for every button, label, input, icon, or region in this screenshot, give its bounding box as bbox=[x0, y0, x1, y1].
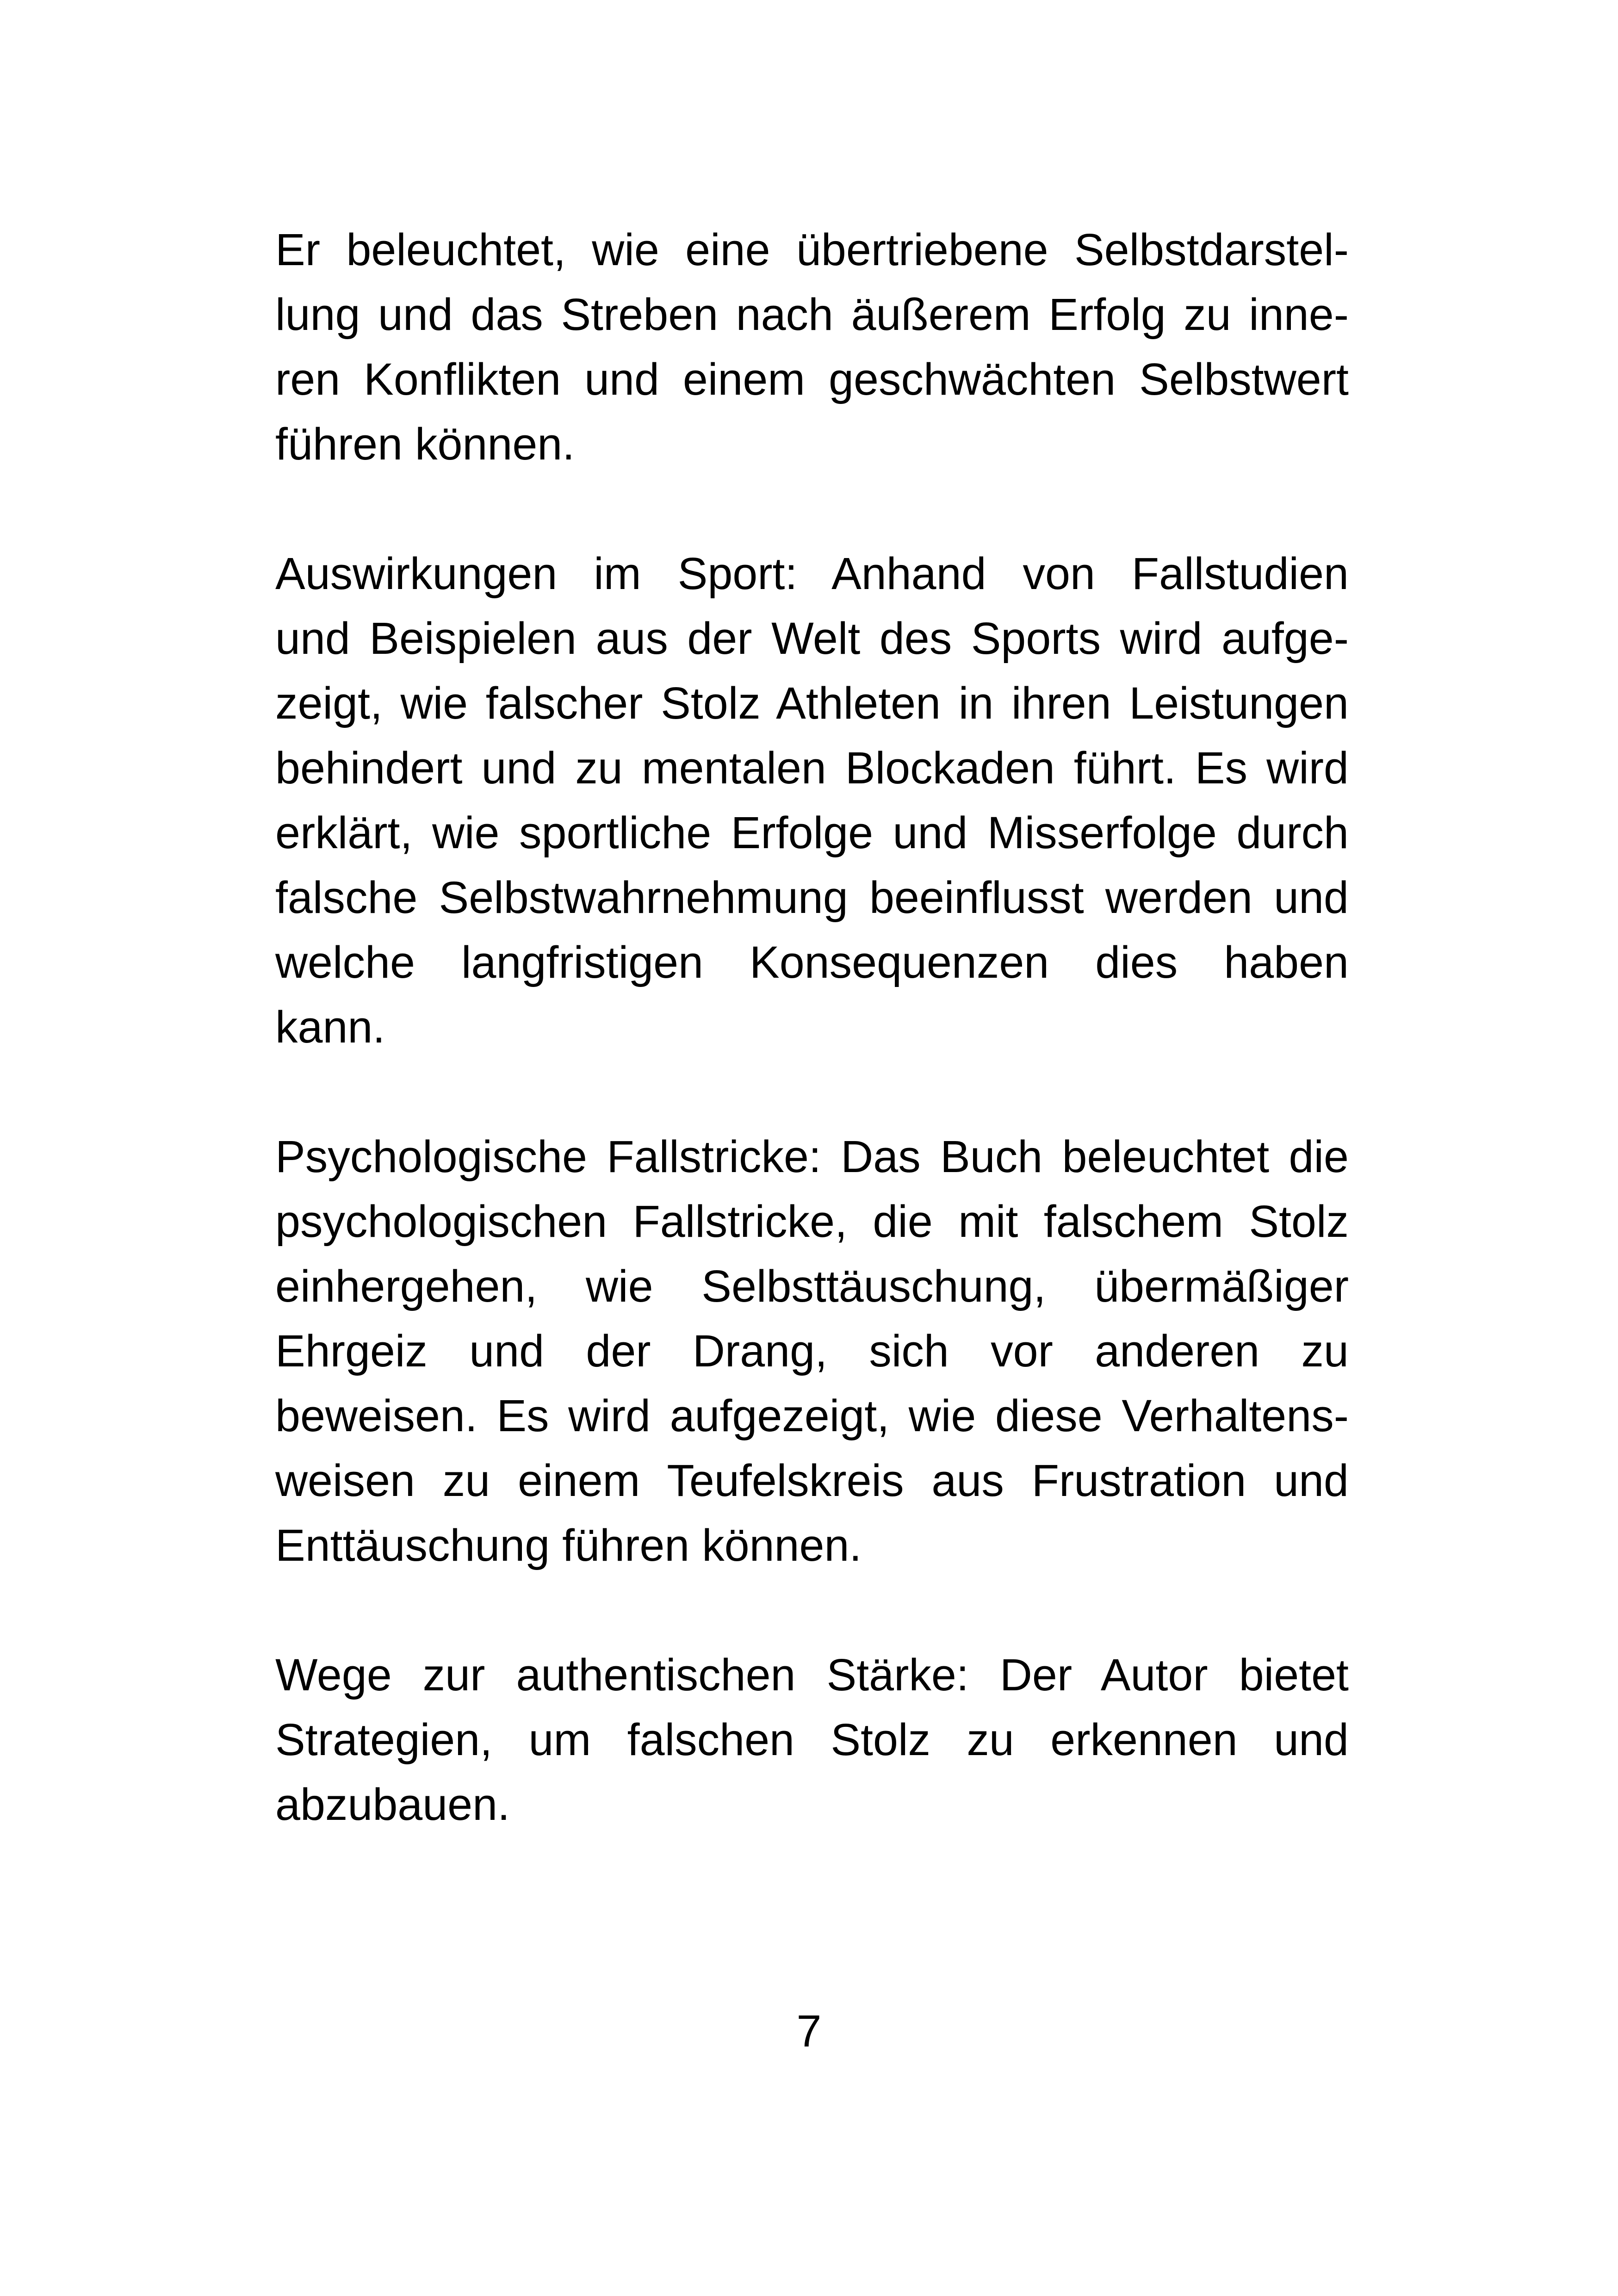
text-line: Er beleuchtet, wie eine übertriebene Selbstdarstel- bbox=[275, 224, 1349, 275]
paragraph-psychological-pitfalls bbox=[275, 1124, 1349, 1578]
text-line: welche langfristigen Konsequenzen dies haben bbox=[275, 937, 1349, 987]
text-line: abzubauen. bbox=[275, 1779, 510, 1830]
text-line: behindert und zu mentalen Blockaden führt. Es wird bbox=[275, 743, 1349, 793]
paragraph-authentic-strength bbox=[275, 1643, 1349, 1837]
text-line: Enttäuschung führen können. bbox=[275, 1520, 862, 1570]
text-line: Wege zur authentischen Stärke: Der Autor bietet bbox=[275, 1650, 1349, 1700]
text-line: Psychologische Fallstricke: Das Buch beleuchtet die bbox=[275, 1131, 1349, 1182]
text-line: kann. bbox=[275, 1002, 385, 1052]
text-line: und Beispielen aus der Welt des Sports wird aufge- bbox=[275, 613, 1349, 664]
text-line: psychologischen Fallstricke, die mit falschem Stolz bbox=[275, 1196, 1349, 1247]
text-line: führen können. bbox=[275, 419, 575, 469]
text-line: Ehrgeiz und der Drang, sich vor anderen zu bbox=[275, 1326, 1349, 1376]
text-line: weisen zu einem Teufelskreis aus Frustration und bbox=[275, 1455, 1349, 1506]
text-line: ren Konflikten und einem geschwächten Selbstwert bbox=[275, 354, 1349, 404]
text-line: beweisen. Es wird aufgezeigt, wie diese Verhaltens- bbox=[275, 1390, 1349, 1441]
text-line: zeigt, wie falscher Stolz Athleten in ihren Leistungen bbox=[275, 678, 1349, 728]
paragraph-sport-effects bbox=[275, 541, 1349, 1060]
text-line: erklärt, wie sportliche Erfolge und Misserfolge durch bbox=[275, 807, 1349, 858]
text-line: lung und das Streben nach äußerem Erfolg zu inne- bbox=[275, 289, 1349, 340]
text-line: falsche Selbstwahrnehmung beeinflusst werden und bbox=[275, 872, 1349, 923]
page-body bbox=[275, 217, 1349, 1902]
text-line: Strategien, um falschen Stolz zu erkennen und bbox=[275, 1714, 1349, 1765]
text-line: Auswirkungen im Sport: Anhand von Fallstudien bbox=[275, 548, 1349, 599]
paragraph-self-presentation bbox=[275, 217, 1349, 477]
page-number: 7 bbox=[796, 2006, 822, 2056]
text-line: einhergehen, wie Selbsttäuschung, übermäßiger bbox=[275, 1261, 1349, 1311]
